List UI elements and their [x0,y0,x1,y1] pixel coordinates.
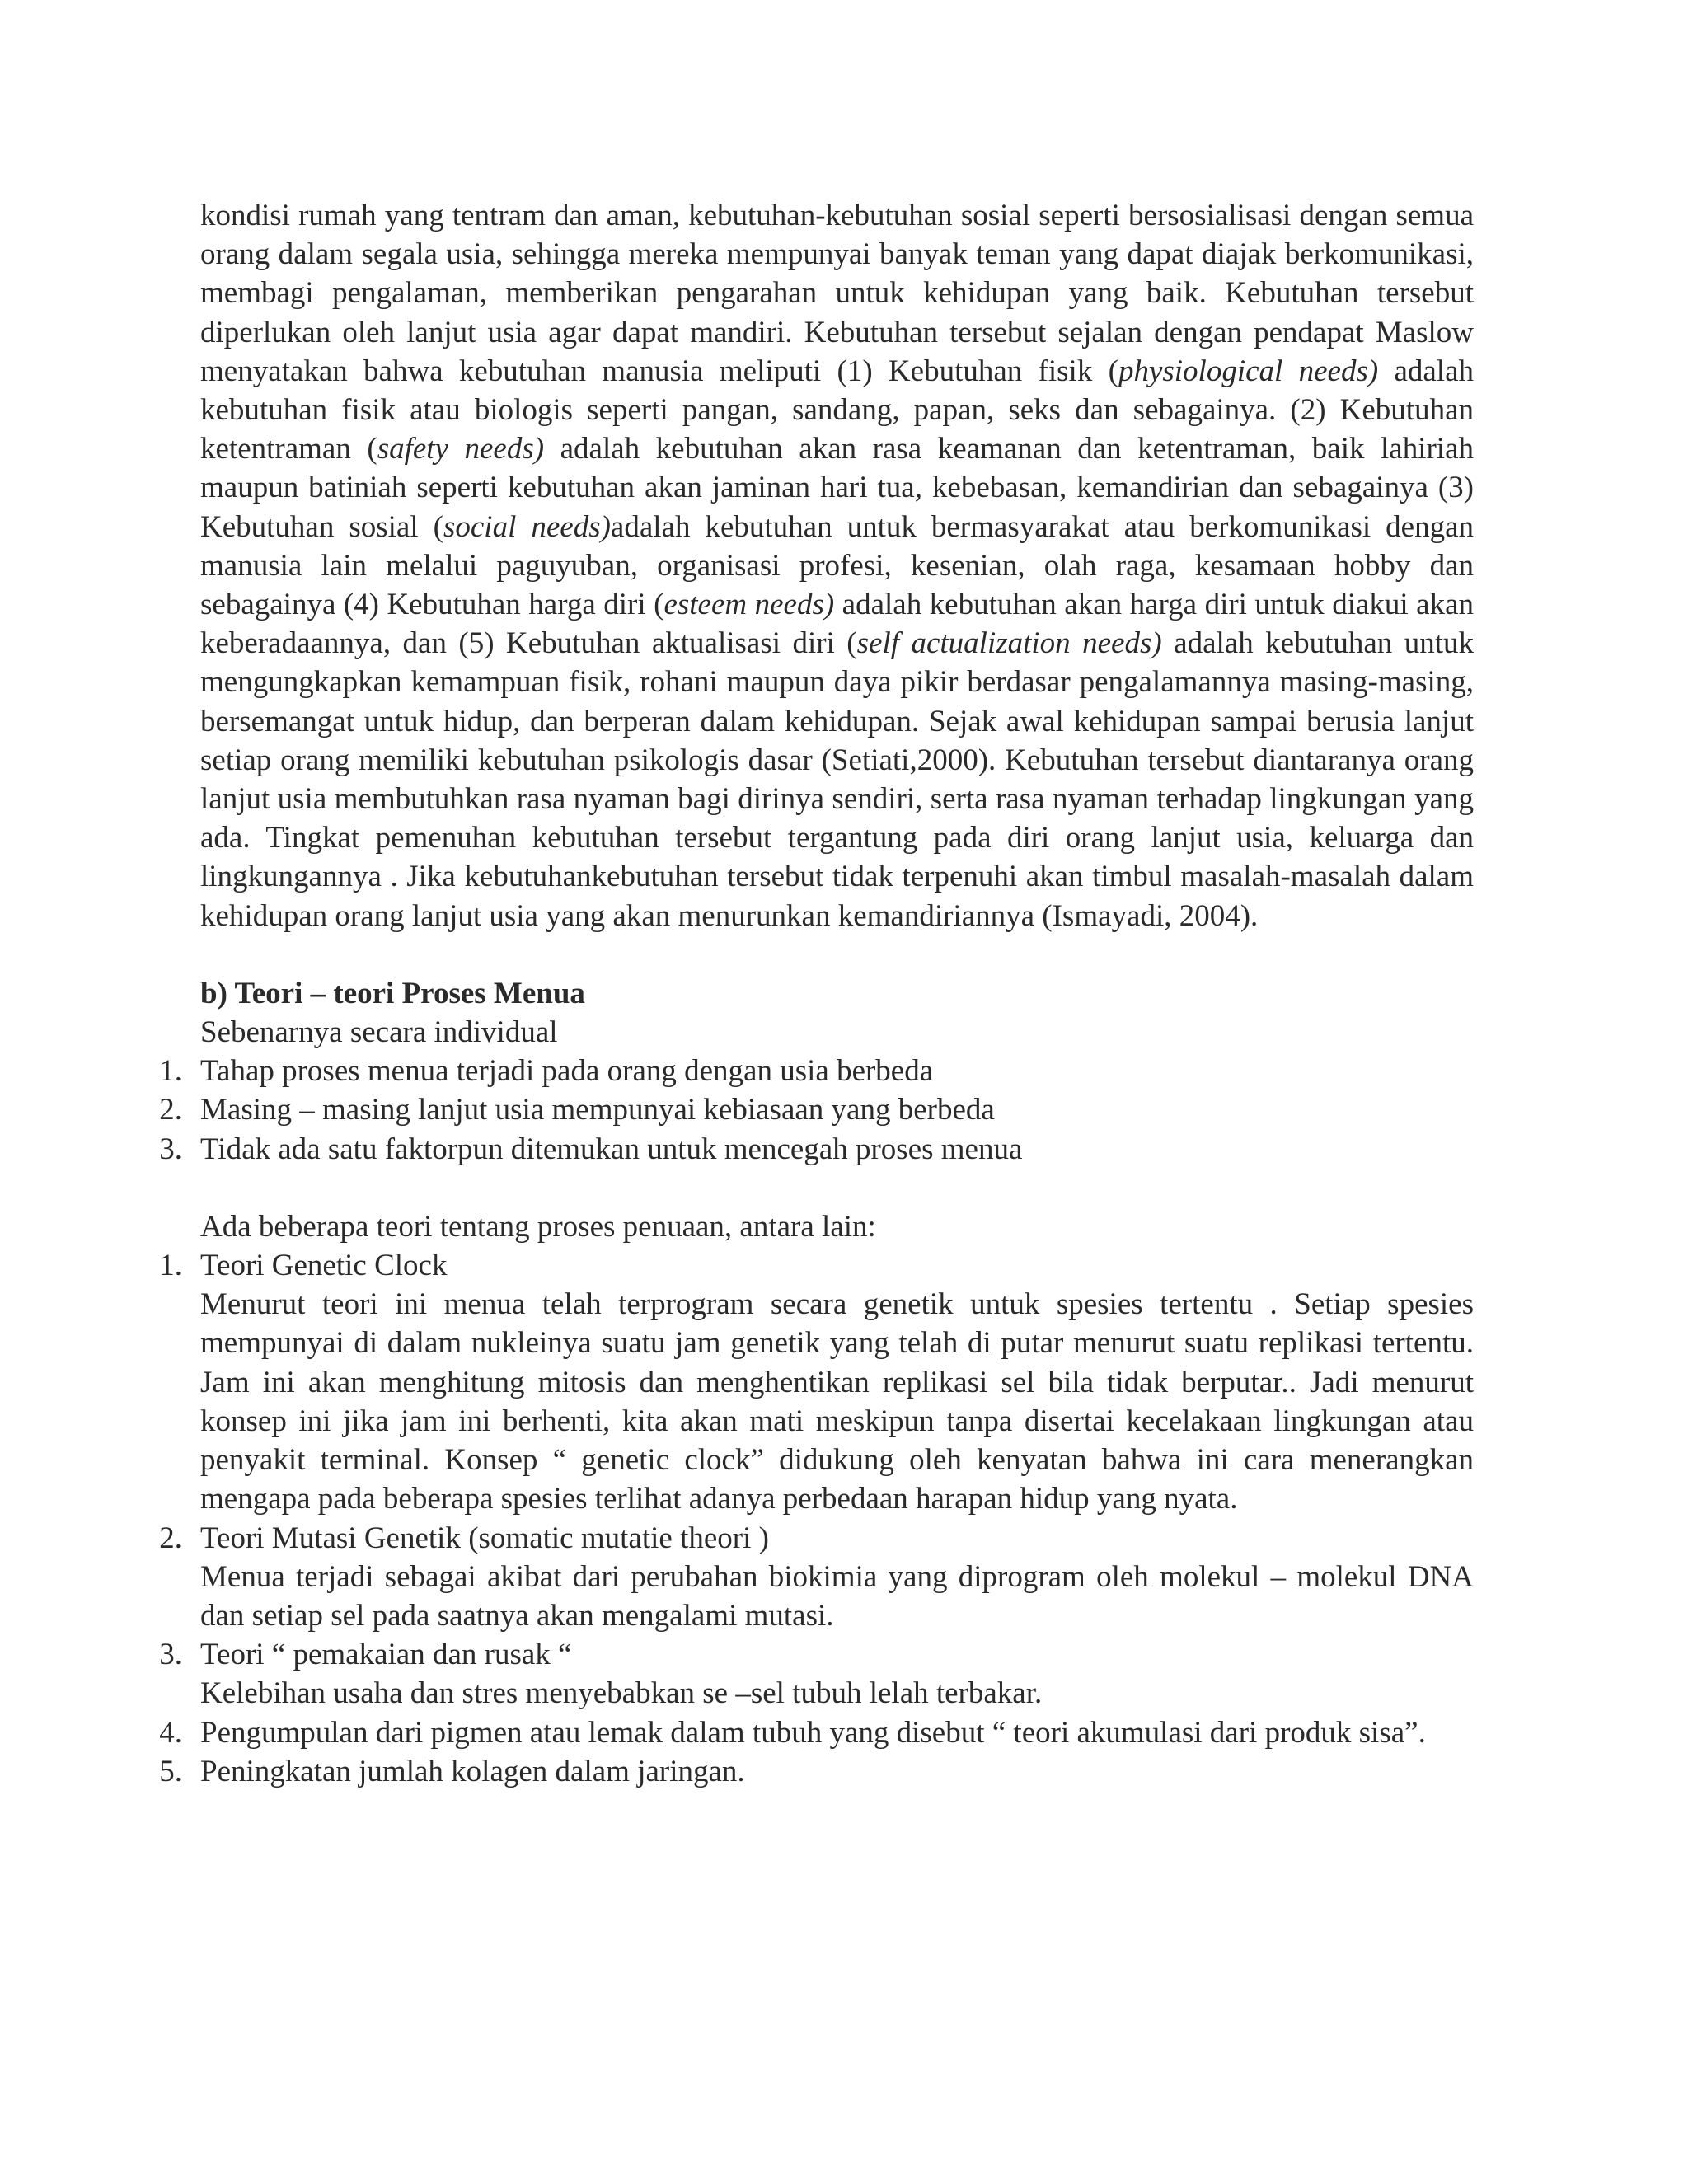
theory-number: 2. [159,1521,182,1555]
text-run: adalah kebutuhan akan rasa keamanan dan ketentraman, baik lahiriah maupun batiniah seperti kebutuhan akan jaminan hari tua, kebebasan, kemandirian dan sebagainya (3) Kebutuhan sosial ( [200,432,1474,544]
list-item [159,1052,1474,1090]
theory-description: Menurut teori ini menua telah terprogram secara genetik untuk spesies tertentu . Setiap spesies mempunyai di dalam nukleinya suatu jam genetik yang telah di putar menurut suatu replikasi tertentu. Jam ini akan menghitung mitosis dan menghentikan replikasi sel bila tidak berputar.. Jadi menurut konsep ini jika jam ini berhenti, kita akan mati meskipun tanpa disertai kecelakaan lingkungan atau penyakit terminal. Konsep “ genetic clock” didukung oleh kenyatan bahwa ini cara menerangkan mengapa pada beberapa spesies terlihat adanya perbedaan harapan hidup yang nyata. [200,1287,1474,1516]
list-text: Tidak ada satu faktorpun ditemukan untuk mencegah proses menua [200,1132,1023,1166]
italic-term: safety needs) [377,432,545,466]
theory-number: 4. [159,1715,182,1750]
text-run: adalah kebutuhan untuk mengungkapkan kemampuan fisik, rohani maupun daya pikir berdasar pengalamannya masing-masing, bersemangat untuk hidup, dan berperan dalam kehidupan. Sejak awal kehidupan sampai berusia lanjut setiap orang memiliki kebutuhan psikologis dasar (Setiati,2000). Kebutuhan tersebut diantaranya orang lanjut usia membutuhkan rasa nyaman bagi dirinya sendiri, serta rasa nyaman terhadap lingkungan yang ada. Tingkat pemenuhan kebutuhan tersebut tergantung pada diri orang lanjut usia, keluarga dan lingkungannya . Jika kebutuhankebutuhan tersebut tidak terpenuhi akan timbul masalah-masalah dalam kehidupan orang lanjut usia yang akan menurunkan kemandiriannya (Ismayadi, 2004). [200,626,1475,933]
theory-description: Kelebihan usaha dan stres menyebabkan se –sel tubuh lelah terbakar. [200,1676,1043,1711]
list-number: 1. [159,1054,182,1089]
list-item [159,1130,1474,1169]
italic-term: self actualization needs) [856,626,1162,661]
theory-title: Teori Mutasi Genetik (somatic mutatie theori ) [200,1521,769,1555]
theory-item [159,1635,1474,1713]
list-text: Masing – masing lanjut usia mempunyai kebiasaan yang berbeda [200,1093,995,1127]
text-run: adalah kebutuhan untuk bermasyarakat atau berkomunikasi dengan manusia lain melalui paguyuban, organisasi profesi, kesenian, olah raga, kesamaan hobby dan sebagainya (4) Kebutuhan harga diri ( [200,509,1474,622]
theory-item [159,1752,1474,1791]
theories-intro: Ada beberapa teori tentang proses penuaan, antara lain: [200,1209,876,1244]
list-number: 2. [159,1093,182,1127]
theory-number: 3. [159,1638,182,1672]
spacer [200,1169,1474,1207]
text-run: kondisi rumah yang tentram dan aman, kebutuhan-kebutuhan sosial seperti bersosialisasi dengan semua orang dalam segala usia, sehingga mereka mempunyai banyak teman yang dapat diajak berkomunikasi, membagi pengalaman, memberikan pengarahan untuk kehidupan yang baik. Kebutuhan tersebut diperlukan oleh lanjut usia agar dapat mandiri. Kebutuhan tersebut sejalan dengan pendapat Maslow menyatakan bahwa kebutuhan manusia meliputi (1) Kebutuhan fisik ( [200,199,1474,388]
theory-item [159,1246,1474,1518]
italic-term: social needs) [443,509,611,544]
list-text: Tahap proses menua terjadi pada orang dengan usia berbeda [200,1054,934,1089]
aging-facts-list [159,1052,1474,1169]
theory-title: Teori Genetic Clock [200,1249,448,1283]
paragraph-maslow-needs [200,196,1474,935]
theory-description: Peningkatan jumlah kolagen dalam jaringan. [200,1754,745,1788]
theory-list [159,1246,1474,1791]
section-heading: b) Teori – teori Proses Menua [200,976,585,1010]
theory-number: 5. [159,1754,182,1788]
text-run: adalah kebutuhan fisik atau biologis seperti pangan, sandang, papan, seks dan sebagainya. (2) Kebutuhan ketentraman ( [200,354,1475,466]
theory-description: Pengumpulan dari pigmen atau lemak dalam tubuh yang disebut “ teori akumulasi dari produk sisa”. [200,1715,1426,1750]
theory-title: Teori “ pemakaian dan rusak “ [200,1638,572,1672]
theory-number: 1. [159,1249,182,1283]
italic-term: esteem needs) [663,588,835,622]
theory-item [159,1713,1474,1752]
text-run: adalah kebutuhan akan harga diri untuk diakui akan keberadaannya, dan (5) Kebutuhan aktualisasi diri ( [200,588,1474,661]
list-number: 3. [159,1132,182,1166]
list-item [159,1090,1474,1129]
theory-description: Menua terjadi sebagai akibat dari perubahan biokimia yang diprogram oleh molekul – molekul DNA dan setiap sel pada saatnya akan mengalami mutasi. [200,1559,1474,1633]
section-intro: Sebenarnya secara individual [200,1015,558,1050]
spacer [200,935,1474,974]
theory-item [159,1519,1474,1636]
page-content [159,196,1475,1791]
italic-term: physiological needs) [1118,354,1379,388]
